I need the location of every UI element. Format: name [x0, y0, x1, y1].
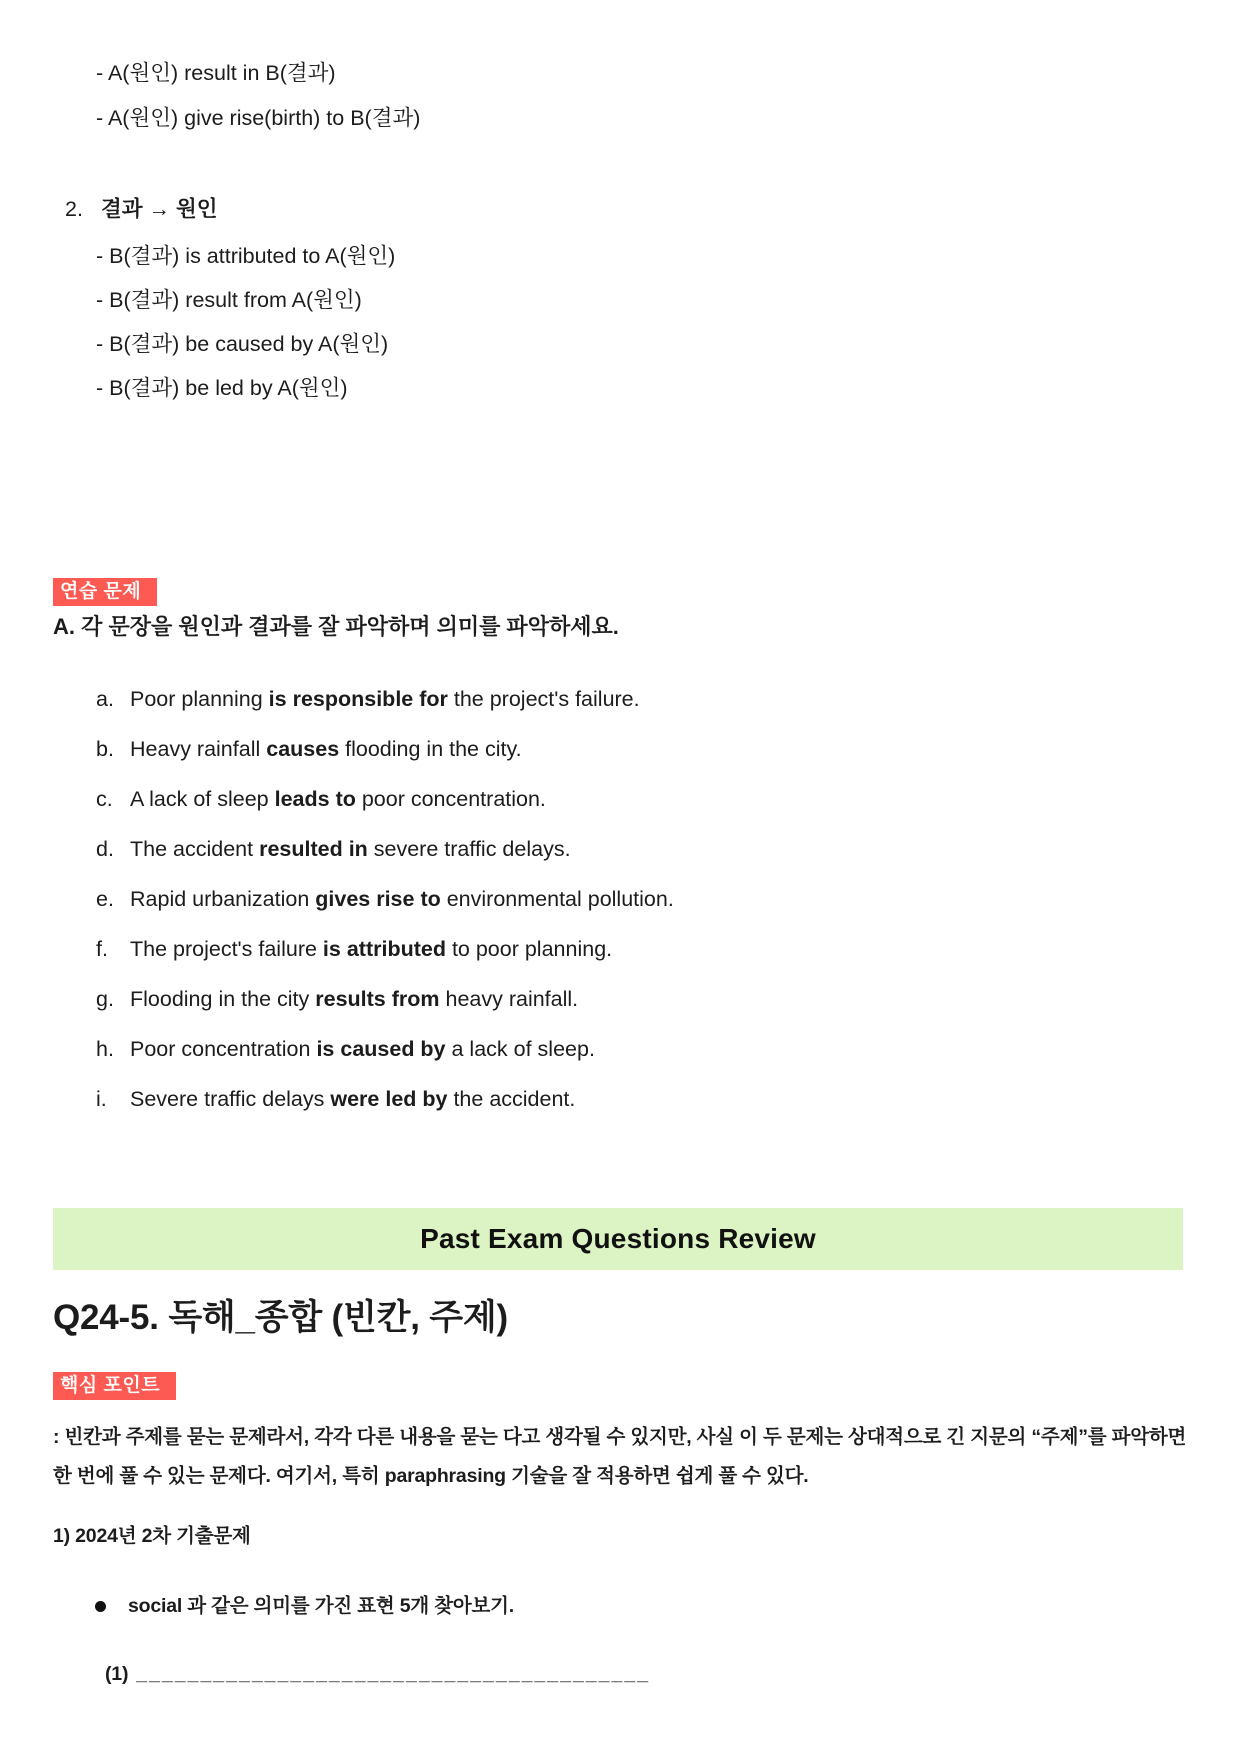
cause-pattern-list: [96, 60, 1190, 131]
item-letter: a.: [96, 687, 114, 711]
item-text: Severe traffic delays were led by the accident.: [130, 1087, 576, 1111]
effect-pattern-item: - B(결과) is attributed to A(원인): [96, 244, 396, 268]
item-letter: c.: [96, 787, 113, 811]
practice-instruction: A. 각 문장을 원인과 결과를 잘 파악하며 의미를 파악하세요.: [53, 614, 619, 639]
effect-pattern-item: - B(결과) be led by A(원인): [96, 376, 348, 400]
blank-label: (1): [105, 1663, 129, 1685]
effect-pattern-list: [96, 243, 1190, 401]
item-letter: g.: [96, 987, 114, 1011]
paragraph-line: 한 번에 풀 수 있는 문제다. 여기서, 특히 paraphrasing 기술을 잘 적용하면 쉽게 풀 수 있다.: [53, 1465, 809, 1487]
banner-title: Past Exam Questions Review: [420, 1223, 816, 1254]
practice-problems-badge: 연습 문제: [53, 578, 157, 606]
section-heading-effect-to-cause: [65, 196, 1190, 222]
question-heading: Q24-5. 독해_종합 (빈칸, 주제): [53, 1298, 508, 1337]
item-text: Poor concentration is caused by a lack of sleep.: [130, 1037, 595, 1061]
list-item: [96, 1036, 1190, 1063]
answer-blank-row: [105, 1661, 1190, 1687]
section-banner: [53, 1208, 1183, 1270]
list-item: [96, 836, 1190, 863]
item-letter: b.: [96, 737, 114, 761]
key-points-paragraph: [53, 1418, 1190, 1496]
item-text: The accident resulted in severe traffic delays.: [130, 837, 571, 861]
item-text: Flooding in the city results from heavy rainfall.: [130, 987, 579, 1011]
task-text: social 과 같은 의미를 가진 표현 5개 찾아보기.: [128, 1595, 515, 1617]
cause-pattern-item: - A(원인) give rise(birth) to B(결과): [96, 106, 421, 130]
list-item: [96, 936, 1190, 963]
list-item: [96, 886, 1190, 913]
list-item: [96, 736, 1190, 763]
effect-pattern-item: - B(결과) result from A(원인): [96, 288, 362, 312]
list-item: [96, 1086, 1190, 1113]
item-text: The project's failure is attributed to poor planning.: [130, 937, 613, 961]
item-text: Poor planning is responsible for the project's failure.: [130, 687, 640, 711]
item-text: Rapid urbanization gives rise to environmental pollution.: [130, 887, 674, 911]
section-number: 2.: [65, 197, 83, 221]
item-letter: e.: [96, 887, 114, 911]
effect-pattern-item: - B(결과) be caused by A(원인): [96, 332, 389, 356]
section-title: 결과 → 원인: [101, 197, 218, 221]
task-bullet-row: [95, 1593, 1190, 1619]
item-letter: i.: [96, 1087, 107, 1111]
bullet-icon: [95, 1601, 106, 1612]
item-text: Heavy rainfall causes flooding in the city.: [130, 737, 522, 761]
answer-blank-line: ________________________________________: [136, 1663, 651, 1685]
exam-year-label: 1) 2024년 2차 기출문제: [53, 1525, 251, 1547]
key-points-badge: 핵심 포인트: [53, 1372, 176, 1400]
practice-sentence-list: [96, 686, 1190, 1113]
cause-pattern-item: - A(원인) result in B(결과): [96, 61, 336, 85]
list-item: [96, 786, 1190, 813]
paragraph-line: : 빈칸과 주제를 묻는 문제라서, 각각 다른 내용을 묻는 다고 생각될 수 있지만, 사실 이 두 문제는 상대적으로 긴 지문의 “주제”를 파악하면: [53, 1426, 1187, 1448]
list-item: [96, 686, 1190, 713]
list-item: [96, 986, 1190, 1013]
item-letter: d.: [96, 837, 114, 861]
item-text: A lack of sleep leads to poor concentration.: [130, 787, 546, 811]
item-letter: h.: [96, 1037, 114, 1061]
item-letter: f.: [96, 937, 108, 961]
